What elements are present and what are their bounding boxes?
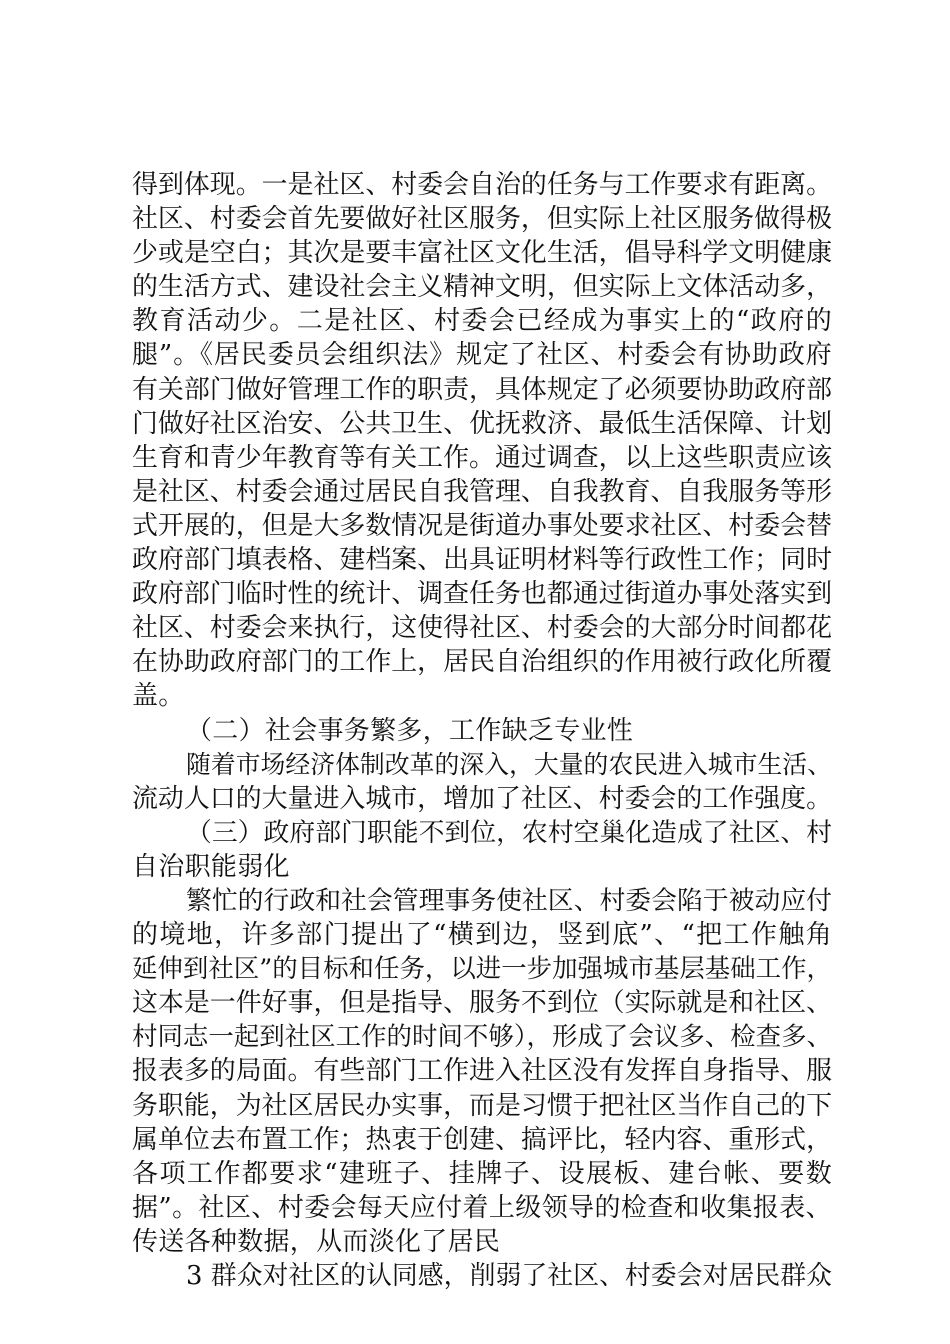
text-line: 得到体现。一是社区、村委会自治的任务与工作要求有距离。 [132, 170, 832, 200]
text-line: 是社区、村委会通过居民自我管理、自我教育、自我服务等形 [132, 476, 832, 507]
text-line: 有关部门做好管理工作的职责，具体规定了必须要协助政府部 [132, 374, 832, 405]
text-line: 各项工作都要求“建班子、挂牌子、设展板、建台帐、要数 [132, 1158, 832, 1189]
text-line: 自治职能弱化 [132, 851, 290, 882]
text-line: 据”。社区、村委会每天应付着上级领导的检查和收集报表、 [132, 1192, 832, 1223]
text-line: 社区、村委会来执行，这使得社区、村委会的大部分时间都花 [132, 613, 832, 644]
text-line: 延伸到社区”的目标和任务，以进一步加强城市基层基础工作， [132, 954, 832, 985]
text-line: 盖。 [132, 681, 185, 712]
text-line: 生育和青少年教育等有关工作。通过调查，以上这些职责应该 [132, 442, 832, 473]
text-line: 社区、村委会首先要做好社区服务，但实际上社区服务做得极 [132, 204, 832, 235]
text-line: 传送各种数据，从而淡化了居民 [132, 1226, 501, 1257]
text-line: 政府部门临时性的统计、调查任务也都通过街道办事处落实到 [132, 579, 832, 610]
document-body [132, 168, 832, 1293]
text-line: （二）社会事务繁多，工作缺乏专业性 [186, 715, 634, 746]
text-line: 的生活方式、建设社会主义精神文明，但实际上文体活动多， [132, 272, 832, 303]
text-line: 3 群众对社区的认同感，削弱了社区、村委会对居民群众 [186, 1261, 832, 1291]
text-line: 腿”。《居民委员会组织法》规定了社区、村委会有协助政府 [132, 340, 832, 371]
text-line: 的境地，许多部门提出了“横到边，竖到底”、“把工作触角 [132, 920, 832, 951]
text-line: 属单位去布置工作；热衷于创建、搞评比，轻内容、重形式， [132, 1124, 832, 1155]
text-line: 式开展的，但是大多数情况是街道办事处要求社区、村委会替 [132, 510, 832, 541]
text-line: 少或是空白；其次是要丰富社区文化生活，倡导科学文明健康 [132, 238, 832, 269]
text-line: 村同志一起到社区工作的时间不够），形成了会议多、检查多、 [132, 1022, 832, 1053]
text-line: 政府部门填表格、建档案、出具证明材料等行政性工作；同时 [132, 545, 832, 576]
text-line: 在协助政府部门的工作上，居民自治组织的作用被行政化所覆 [132, 647, 832, 678]
text-line: 流动人口的大量进入城市，增加了社区、村委会的工作强度。 [132, 783, 832, 814]
text-line: 繁忙的行政和社会管理事务使社区、村委会陷于被动应付 [186, 885, 832, 916]
text-line: 报表多的局面。有些部门工作进入社区没有发挥自身指导、服 [132, 1056, 832, 1087]
text-line: 门做好社区治安、公共卫生、优抚救济、最低生活保障、计划 [132, 408, 832, 439]
text-line: 随着市场经济体制改革的深入，大量的农民进入城市生活、 [186, 749, 832, 779]
text-line: 教育活动少。二是社区、村委会已经成为事实上的“政府的 [132, 306, 832, 337]
text-line: 务职能，为社区居民办实事，而是习惯于把社区当作自己的下 [132, 1090, 832, 1121]
text-line: （三）政府部门职能不到位，农村空巢化造成了社区、村 [186, 817, 832, 848]
text-line: 这本是一件好事，但是指导、服务不到位（实际就是和社区、 [132, 988, 832, 1019]
